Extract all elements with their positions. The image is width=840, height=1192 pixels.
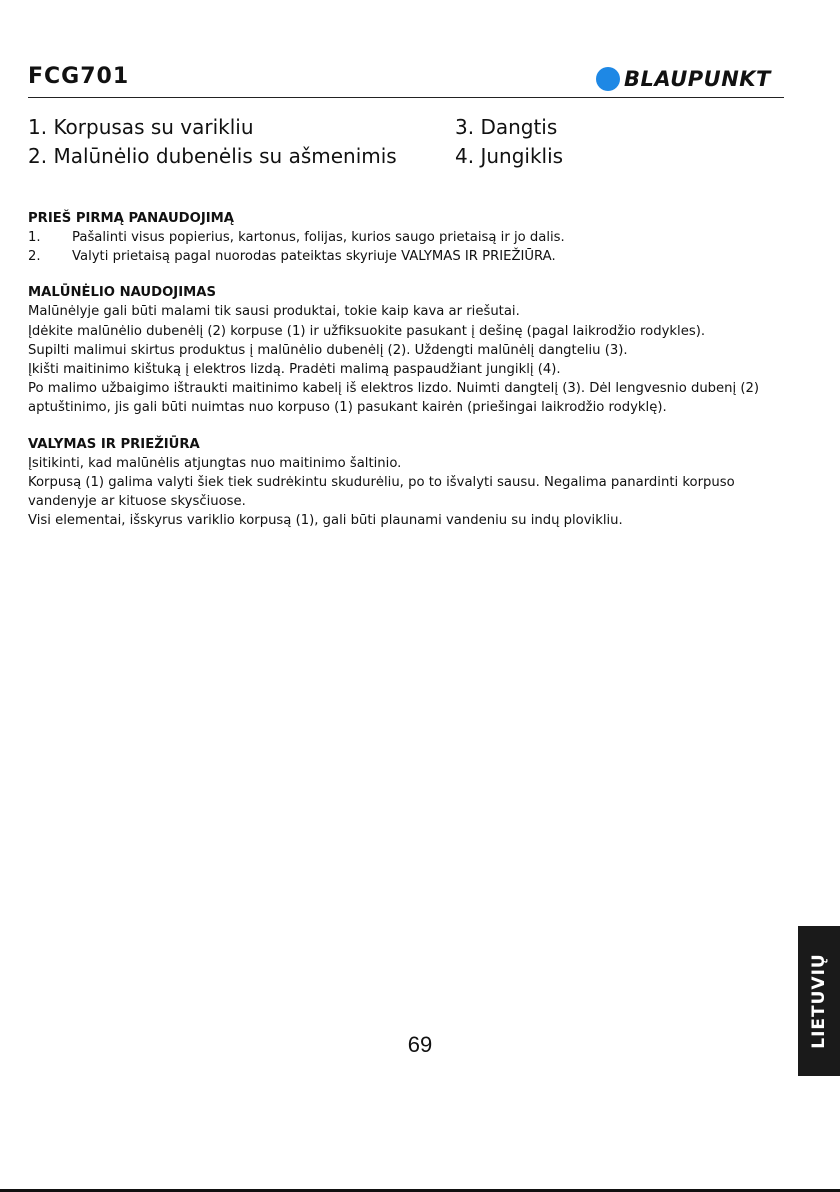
section-usage [28, 283, 793, 417]
language-label: LIETUVIŲ [809, 953, 829, 1049]
language-tab [798, 926, 840, 1076]
part-item: 2. Malūnėlio dubenėlis su ašmenimis [28, 144, 397, 168]
list-text: Pašalinti visus popierius, kartonus, folijas, kurios saugo prietaisą ir jo dalis. [72, 230, 565, 245]
section-title: PRIEŠ PIRMĄ PANAUDOJIMĄ [28, 211, 234, 226]
part-item: 4. Jungiklis [455, 144, 564, 168]
parts-list [28, 113, 788, 171]
section-title: MALŪNĖLIO NAUDOJIMAS [28, 285, 216, 301]
model-title: FCG701 [28, 64, 130, 89]
list-text: Valyti prietaisą pagal nuorodas pateiktas skyriuje VALYMAS IR PRIEŽIŪRA. [72, 249, 556, 265]
page-number: 69 [407, 1032, 433, 1057]
paragraph: Visi elementai, išskyrus variklio korpusą (1), gali būti plaunami vandeniu su indų plovikliu. [28, 513, 623, 529]
list-item [28, 228, 793, 247]
paragraph: Įdėkite malūnėlio dubenėlį (2) korpuse (1) ir užfiksuokite pasukant į dešinę (pagal laikrodžio rodykles). [28, 323, 706, 339]
section-cleaning [28, 435, 793, 531]
part-item: 3. Dangtis [455, 115, 558, 139]
brand-name: BLAUPUNKT [624, 67, 771, 91]
part-item: 1. Korpusas su varikliu [28, 115, 254, 139]
paragraph: Po malimo užbaigimo ištraukti maitinimo kabelį iš elektros lizdo. Nuimti dangtelį (3). Dėl lengvesnio dubenį (2) aptuštinimo, jis gali būti nuimtas nuo korpuso (1) pasukant kairėn (priešingai laikrodžio rodyklę). [28, 381, 760, 416]
list-number: 2. [28, 249, 41, 265]
brand-dot-icon [596, 67, 620, 91]
paragraph: Korpusą (1) galima valyti šiek tiek sudrėkintu skudurėliu, po to išvalyti sausu. Negalima panardinti korpuso vandenyje ar kituose skysčiuose. [28, 474, 735, 510]
parts-row [28, 142, 788, 171]
paragraph: Supilti malimui skirtus produktus į malūnėlio dubenėlį (2). Uždengti malūnėlį dangteliu (3). [28, 342, 628, 358]
section-before-use [28, 209, 793, 266]
list-item [28, 247, 793, 266]
brand-logo [596, 66, 771, 92]
paragraph: Malūnėlyje gali būti malami tik sausi produktai, tokie kaip kava ar riešutai. [28, 304, 520, 320]
header-divider [28, 97, 784, 98]
section-title: VALYMAS IR PRIEŽIŪRA [28, 436, 200, 452]
parts-row [28, 113, 788, 142]
list-number: 1. [28, 230, 41, 245]
paragraph: Įkišti maitinimo kištuką į elektros lizdą. Pradėti malimą paspaudžiant jungiklį (4). [28, 362, 561, 378]
paragraph: Įsitikinti, kad malūnėlis atjungtas nuo maitinimo šaltinio. [28, 455, 402, 471]
content [28, 209, 793, 547]
